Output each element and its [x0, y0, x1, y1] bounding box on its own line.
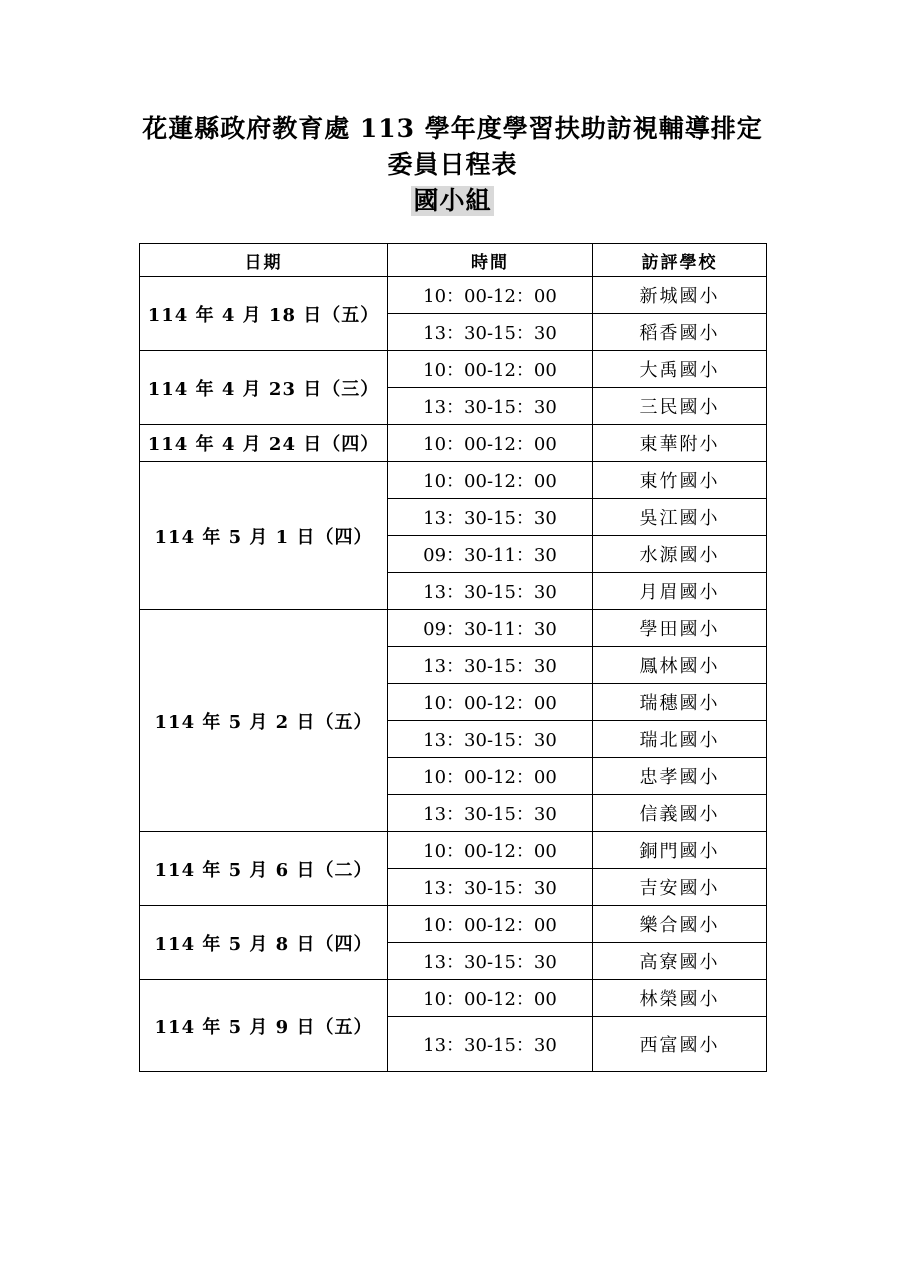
- date-cell: 114 年 5 月 6 日（二）: [140, 832, 388, 906]
- school-cell: 鳳林國小: [593, 647, 767, 684]
- time-cell: 13：30-15：30: [388, 573, 593, 610]
- time-cell: 13：30-15：30: [388, 943, 593, 980]
- time-cell: 10：00-12：00: [388, 277, 593, 314]
- time-cell: 13：30-15：30: [388, 869, 593, 906]
- time-cell: 10：00-12：00: [388, 832, 593, 869]
- table-header-row: [140, 244, 767, 277]
- table-row: [140, 610, 767, 647]
- time-cell: 13：30-15：30: [388, 388, 593, 425]
- school-cell: 三民國小: [593, 388, 767, 425]
- document-title: 花蓮縣政府教育處 113 學年度學習扶助訪視輔導排定: [142, 114, 763, 143]
- time-cell: 09：30-11：30: [388, 610, 593, 647]
- group-heading: [0, 186, 905, 216]
- document-subtitle: 委員日程表: [387, 150, 518, 179]
- time-cell: 13：30-15：30: [388, 795, 593, 832]
- school-cell: 瑞穗國小: [593, 684, 767, 721]
- time-cell: 10：00-12：00: [388, 758, 593, 795]
- school-cell: 學田國小: [593, 610, 767, 647]
- school-cell: 東華附小: [593, 425, 767, 462]
- date-cell: 114 年 4 月 18 日（五）: [140, 277, 388, 351]
- time-cell: 10：00-12：00: [388, 351, 593, 388]
- time-cell: 13：30-15：30: [388, 499, 593, 536]
- header-school: 訪評學校: [593, 244, 767, 277]
- school-cell: 高寮國小: [593, 943, 767, 980]
- date-cell: 114 年 4 月 24 日（四）: [140, 425, 388, 462]
- school-cell: 吉安國小: [593, 869, 767, 906]
- school-cell: 水源國小: [593, 536, 767, 573]
- date-cell: 114 年 5 月 1 日（四）: [140, 462, 388, 610]
- school-cell: 月眉國小: [593, 573, 767, 610]
- time-cell: 09：30-11：30: [388, 536, 593, 573]
- header-date: 日期: [140, 244, 388, 277]
- table-row: [140, 351, 767, 388]
- date-cell: 114 年 4 月 23 日（三）: [140, 351, 388, 425]
- schedule-table: [139, 243, 767, 1072]
- table-row: [140, 462, 767, 499]
- school-cell: 林榮國小: [593, 980, 767, 1017]
- school-cell: 新城國小: [593, 277, 767, 314]
- school-cell: 樂合國小: [593, 906, 767, 943]
- time-cell: 13：30-15：30: [388, 647, 593, 684]
- date-cell: 114 年 5 月 8 日（四）: [140, 906, 388, 980]
- time-cell: 13：30-15：30: [388, 721, 593, 758]
- table-row: [140, 980, 767, 1017]
- school-cell: 稻香國小: [593, 314, 767, 351]
- school-cell: 西富國小: [593, 1017, 767, 1072]
- school-cell: 吳江國小: [593, 499, 767, 536]
- time-cell: 10：00-12：00: [388, 462, 593, 499]
- header-time: 時間: [388, 244, 593, 277]
- time-cell: 10：00-12：00: [388, 425, 593, 462]
- time-cell: 13：30-15：30: [388, 314, 593, 351]
- date-cell: 114 年 5 月 2 日（五）: [140, 610, 388, 832]
- time-cell: 10：00-12：00: [388, 684, 593, 721]
- table-row: [140, 277, 767, 314]
- time-cell: 10：00-12：00: [388, 980, 593, 1017]
- time-cell: 10：00-12：00: [388, 906, 593, 943]
- schedule-body: [140, 277, 767, 1072]
- time-cell: 13：30-15：30: [388, 1017, 593, 1072]
- group-label: 國小組: [413, 186, 492, 215]
- school-cell: 銅門國小: [593, 832, 767, 869]
- date-cell: 114 年 5 月 9 日（五）: [140, 980, 388, 1072]
- school-cell: 東竹國小: [593, 462, 767, 499]
- table-row: [140, 906, 767, 943]
- school-cell: 大禹國小: [593, 351, 767, 388]
- school-cell: 忠孝國小: [593, 758, 767, 795]
- table-row: [140, 832, 767, 869]
- school-cell: 瑞北國小: [593, 721, 767, 758]
- table-row: [140, 425, 767, 462]
- school-cell: 信義國小: [593, 795, 767, 832]
